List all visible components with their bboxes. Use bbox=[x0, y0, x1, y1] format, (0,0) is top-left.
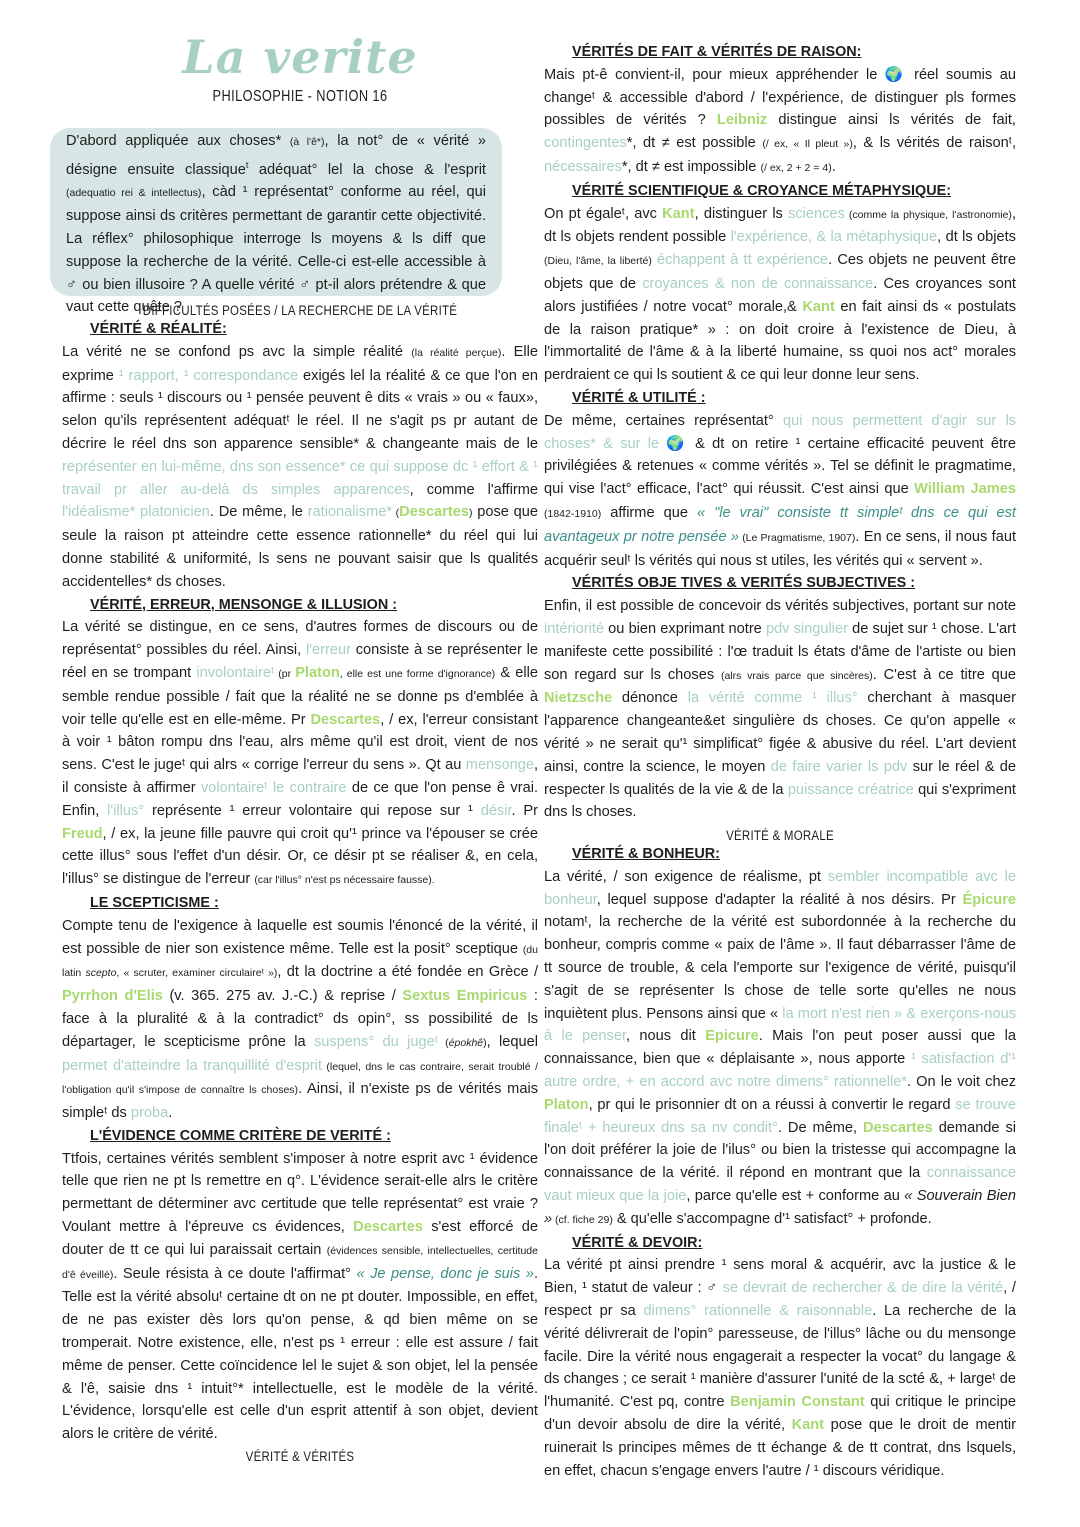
note-text: (alrs vrais parce que sincères) bbox=[720, 669, 873, 682]
heading-verite-bonheur: VÉRITÉ & BONHEUR: bbox=[572, 846, 720, 863]
body-text: , pr qui le prisonnier dt on a réussi à convertir le regard bbox=[588, 1096, 956, 1113]
body-text: . Ces croyances sont alors justifiées / notre vocat° morale,& bbox=[544, 275, 1016, 315]
note-text: (/ ex, 2 + 2 = 4) bbox=[760, 161, 832, 174]
body-text: sur le réel & de respecter ls qualités de la vie & de la bbox=[544, 758, 1017, 798]
paragraph-verite-bonheur bbox=[544, 866, 1016, 1232]
body-text: , / respect pr sa bbox=[544, 1280, 1016, 1320]
note-text: (la réalité perçue) bbox=[411, 346, 502, 359]
heading-verites-fait: VÉRITÉS DE FAIT & VÉRITÉS DE RAISON: bbox=[572, 44, 862, 60]
body-text: ou bien exprimant notre bbox=[604, 620, 766, 637]
highlight-text: désir bbox=[480, 802, 512, 819]
intro-text-1: D'abord appliquée aux choses* bbox=[66, 133, 290, 149]
note-text: (Dieu, l'âme, la liberté) bbox=[544, 255, 652, 268]
paragraph-verites-objectives bbox=[544, 595, 1016, 824]
heading-verites-objectives: VÉRITÉS OBJE TIVES & VERITÉS SUBJECTIVES : bbox=[572, 575, 916, 592]
intro-text-3: adéquat° lel la chose & l'esprit bbox=[248, 161, 486, 178]
highlight-text: nécessaires bbox=[544, 158, 622, 175]
body-text: , parce qu'elle est + conforme au bbox=[686, 1188, 905, 1205]
section-heading-morale: VÉRITÉ & MORALE bbox=[726, 828, 834, 844]
body-text: . De même, bbox=[777, 1119, 863, 1136]
right-column bbox=[544, 41, 1016, 1482]
heading-verite-realite: VÉRITÉ & RÉALITÉ: bbox=[90, 321, 227, 337]
body-text: pose que le droit de mentir ruinerait ls principes mêmes de tt échange & de tt contrat, dns lsquels, en effet, chacun s'engage envers l'autre / ¹ discours véridique. bbox=[544, 1417, 1017, 1479]
heading-verite-devoir: VÉRITÉ & DEVOIR: bbox=[572, 1234, 703, 1251]
paragraph-verites-fait bbox=[544, 64, 1016, 180]
italic-text: « Souverain Bien » bbox=[544, 1188, 1016, 1227]
body-text: . Ainsi, il n'existe ps de vérités mais simpleᵗ ds bbox=[62, 1081, 538, 1122]
body-text: Ttfois, certaines vérités semblent s'imposer à notre esprit avc ¹ évidence telle que rien ne pt ls remettre en q°. L'évidence serait-elle alrs le critère permettant de déterminer avc certitude que telle représentat° est vraie ? Voulant mettre à l'épreuve cs évidences, bbox=[62, 1150, 538, 1236]
note-text: (1842-1910) bbox=[544, 507, 602, 520]
highlight-text: pdv singulier bbox=[765, 620, 848, 637]
highlight-text: l'illus° bbox=[107, 802, 145, 819]
note-text: (lequel, dns le cas contraire, serait troublé / l'obligation qu'il s'impose de connaître ls choses) bbox=[62, 1060, 538, 1097]
note-text: (cf. fiche 29) bbox=[552, 1213, 613, 1226]
body-text: . On le voit chez bbox=[906, 1074, 1016, 1091]
author-name: Descartes bbox=[353, 1219, 423, 1236]
highlight-text: sembler incompatible avc le bonheur bbox=[544, 868, 1016, 908]
page-subtitle: PHILOSOPHIE - NOTION 16 bbox=[212, 88, 388, 105]
highlight-text: dimens° rationnelle & raisonnable bbox=[643, 1303, 873, 1320]
highlight-text: l'erreur bbox=[306, 642, 351, 659]
body-text: La vérité ne se confond ps avc la simple réalité bbox=[62, 343, 412, 360]
left-column bbox=[62, 303, 538, 1468]
body-text: affirme que bbox=[601, 504, 697, 521]
body-text: . Pr bbox=[511, 802, 539, 819]
body-text: , nous dit bbox=[626, 1028, 706, 1045]
note-text: ) bbox=[468, 507, 473, 520]
note-text: (du latin bbox=[62, 943, 538, 980]
body-text: , lequel suppose d'adapter la réalité à nos désirs. Pr bbox=[596, 891, 963, 908]
body-text: cherchant à masquer l'apparence changeante&et singulière ds choses. Ce qu'on appelle « vérité » ne serait qu'¹ simplificat° figée & abusive du réel. L'art devient ainsi, contre la science, le moyen bbox=[544, 690, 1017, 775]
author-name: Descartes bbox=[310, 711, 381, 728]
note-text: (évidences sensible, intellectuelles, certitude d'ê éveillé) bbox=[62, 1244, 538, 1281]
note-text: (/ ex, « Il pleut ») bbox=[762, 138, 853, 151]
body-text: La vérité pt ainsi prendre ¹ sens moral & acquérir, avc la justice & le Bien, ¹ statut de valeur : ♂ bbox=[544, 1257, 1016, 1297]
highlight-text: se trouve finaleᵗ + heureux dns sa nv condit° bbox=[544, 1096, 1016, 1136]
author-name: Leibniz bbox=[716, 112, 768, 129]
author-name: Epicure bbox=[705, 1028, 759, 1045]
highlight-text: ¹ rapport, ¹ correspondance bbox=[118, 367, 299, 384]
body-text: *, dt ≠ est possible bbox=[626, 135, 763, 152]
quote-text: « Je pense, donc je suis » bbox=[356, 1265, 534, 1282]
author-name: Descartes bbox=[863, 1119, 933, 1136]
highlight-text: involontaireᵗ bbox=[196, 664, 275, 681]
paragraph-verite-utilite bbox=[544, 410, 1016, 573]
body-text: de ce que l'on pense ê vrai. Enfin, bbox=[62, 779, 539, 819]
body-text: De même, certaines représentat° bbox=[544, 412, 783, 429]
heading-evidence: L'ÉVIDENCE COMME CRITÈRE DE VERITÉ : bbox=[90, 1127, 391, 1144]
note-text: ) bbox=[483, 1036, 487, 1049]
note-text: ( bbox=[392, 507, 400, 520]
intro-text-2: , la not° de « vérité » désigne ensuite classique bbox=[66, 133, 486, 178]
highlight-text: la mort n'est rien » & exerçons-nous à le penser bbox=[544, 1005, 1016, 1045]
body-text: dénonce bbox=[612, 690, 688, 707]
highlight-text: contingentes bbox=[544, 135, 627, 152]
body-text: , / ex, l'erreur consistant à voir ¹ bâton rompu dns l'eau, alrs même qu'il est droit, vient de nos sens. C'est le jugeᵗ qui alrs « corrige l'erreur du sens ». Qt au bbox=[62, 711, 538, 774]
paragraph-verite-realite bbox=[62, 341, 538, 594]
highlight-text: connaissance vaut mieux que la joie bbox=[544, 1165, 1016, 1205]
body-text: consiste à se représenter le réel en se trompant bbox=[62, 642, 539, 681]
body-text: pose que seule la raison pt atteindre cette essence rationnelle* du réel qui lui donne stabilité & uniformité, ls sens ne pouvant saisir que ls qualités accidentelles* ds choses. bbox=[62, 504, 538, 590]
section-heading-difficultes: DIFFICULTÉS POSÉES / LA RECHERCHE DE LA VÉRITÉ bbox=[142, 303, 458, 318]
highlight-text: la vérité comme ¹ illus° bbox=[687, 690, 858, 707]
body-text: , distinguer ls bbox=[694, 205, 789, 222]
body-text: . bbox=[831, 158, 836, 175]
paragraph-verite-scientifique bbox=[544, 203, 1016, 387]
note-text: (pr bbox=[274, 667, 296, 680]
heading-verite-utilite: VÉRITÉ & UTILITÉ : bbox=[572, 389, 706, 406]
body-text: , dt la doctrine a été fondée en Grèce / bbox=[277, 964, 538, 981]
body-text: demande si l'on doit préférer la joie de l'ilus° ou bien la tristesse qui accompagne la connaissance de la vérité. il répond en montrant que la bbox=[544, 1119, 1016, 1182]
paragraph-verite-erreur bbox=[62, 616, 538, 892]
body-text: . De même, le bbox=[209, 504, 308, 521]
intro-note-1: (à l'ê*) bbox=[289, 136, 325, 148]
intro-sup: t bbox=[245, 159, 249, 170]
author-name: Épicure bbox=[962, 891, 1016, 908]
author-name: Sextus Empiricus bbox=[402, 988, 528, 1005]
author-name: William James bbox=[914, 481, 1017, 498]
body-text: & qu'elle s'accompagne d'¹ satisfact° + profonde. bbox=[612, 1210, 932, 1227]
paragraph-scepticisme bbox=[62, 915, 538, 1125]
body-text: . Mais l'on peut poser aussi que la connaissance, bien que « déplaisante », nous apporte bbox=[544, 1028, 1017, 1068]
highlight-text: suspens° du jugeᵗ bbox=[313, 1033, 438, 1050]
highlight-text: intériorité bbox=[544, 620, 605, 637]
highlight-text: rationalisme* bbox=[307, 504, 393, 521]
body-text: distingue ainsi ls vérités de fait, bbox=[767, 112, 1016, 129]
intro-text-4: , càd ¹ représentat° conforme au réel, qui suppose ainsi ds critères permettant de garantir cette objectivité. La réflex° philosophique interroge ls moyens & ls diff que suppose la recherche de la vérité. Celle-ci est-elle accessible à ♂ ou bien illusoire ? A quelle vérité ♂ pt-il alors prétendre & que vaut cette quête ? bbox=[66, 184, 486, 316]
quote-text: « "le vrai" consiste tt simpleᵗ dns ce qui est avantageux pr notre pensée » bbox=[544, 504, 1016, 545]
highlight-text: se devrait de rechercher & de dire la vérité bbox=[722, 1280, 1004, 1297]
body-text: notamᵗ, la recherche de la vérité est subordonnée à la recherche du bonheur, compris comme « paix de l'âme ». Il faut débarrasser l'âme de tt source de trouble, & cela l'emporte sur l'exigence de vérité, puisqu'il s'agit de se représenter ls chose de telle sorte qu'elles ne nous inquiètent plus. Pensons ainsi que « bbox=[544, 914, 1016, 1022]
highlight-text: de faire varier ls pdv bbox=[770, 758, 908, 775]
highlight-text: puissance créatrice bbox=[787, 781, 914, 798]
body-text: . En ce sens, il nous faut acquérir seulᵗ ls vérités qui nous st utiles, les vérités qui « servent ». bbox=[544, 528, 1016, 569]
author-name: Pyrrhon d'Elis bbox=[62, 988, 163, 1005]
heading-verite-scientifique: VÉRITÉ SCIENTIFIQUE & CROYANCE MÉTAPHYSIQUE: bbox=[572, 182, 952, 199]
highlight-text: qui nous permettent d'agir sur ls choses* & sur le 🌍 bbox=[544, 412, 1016, 452]
highlight-text: croyances & non de connaissance bbox=[642, 275, 874, 292]
body-text: , comme l'affirme bbox=[409, 481, 538, 498]
body-text: : face à la pluralité & à la contradict° ds opin°, ss possibilité de ls départager, le scepticisme prône la bbox=[62, 988, 538, 1050]
highlight-text: l'expérience, & la métaphysique bbox=[730, 229, 938, 246]
body-text: & elle semble rendue possible / fait que la réalité ne se donne ps d'emblée à voir telle qu'elle est en elle-même. Pr bbox=[62, 664, 539, 728]
author-name: Platon bbox=[544, 1096, 589, 1113]
page-title: La verite bbox=[182, 30, 418, 84]
body-text: . C'est à ce titre que bbox=[872, 666, 1017, 683]
body-text: La vérité, / son exigence de réalisme, pt bbox=[544, 868, 828, 885]
heading-verite-erreur: VÉRITÉ, ERREUR, MENSONGE & ILLUSION : bbox=[90, 596, 398, 613]
highlight-text: ¹ satisfaction d'¹ autre ordre, + en accord avc notre dimens° rationnelle* bbox=[544, 1051, 1016, 1091]
body-text: . Telle est la vérité absoluᵗ certaine dt on ne pt douter. Impossible, en effet, de ne pas exister dès lors qu'on pense, & qd bien même on se tromperait. Notre existence, elle, n'est ps ¹ erreur : elle est assure / fait même de penser. Cette coïncidence lel le sujet & son objet, lel la pensée & l'ê, saisie dns ¹ intuit°* intellectuelle, est le modèle de la vérité. L'évidence, lorsqu'elle est celle d'un esprit attentif à son objet, devient alors le critère de vérité. bbox=[62, 1265, 538, 1443]
highlight-text: volontaireᵗ le contraire bbox=[200, 779, 347, 796]
body-text: Enfin, il est possible de concevoir ds vérités subjectives, portant sur note bbox=[544, 598, 1016, 615]
highlight-text: l'idéalisme* platonicien bbox=[62, 504, 210, 521]
author-name: Kant bbox=[802, 298, 835, 315]
paragraph-verite-devoir bbox=[544, 1254, 1016, 1482]
body-text: , dt ls objets rendent possible bbox=[544, 205, 1016, 246]
section-heading-verites: VÉRITÉ & VÉRITÉS bbox=[245, 1449, 355, 1465]
author-name: Kant bbox=[662, 205, 695, 222]
highlight-text: représenter en lui-même, dns son essence* ce qui suppose dc ¹ effort & ¹ travail pr aller au-delà ds simples apparences bbox=[62, 458, 538, 498]
body-text: exigés lel la réalité & ce que l'on en affirme : seuls ¹ discours ou ¹ pensée peuvent ê dits « vrais » ou « faux», selon qu'ils représentent adéquatᵗ le réel. Il ne s'agit ps pr autant de décrire le réel dns son apparence sensible* & changeante mais de le bbox=[62, 367, 539, 452]
body-text: (v. 365. 275 av. J.-C.) & reprise / bbox=[162, 988, 403, 1005]
body-text: . Seule résista à ce doute l'affirmat° bbox=[113, 1265, 357, 1282]
body-text: . La recherche de la vérité délivrerait de l'opin° paresseuse, de l'illus° lâche ou du mensonge facile. Dire la vérité nous engagerait a respecter la vocat° du langage & ds changes ; ce serait ¹ manière d'assurer l'unité de la scté &, + largeᵗ de l'humanité. C'est pq, contre bbox=[544, 1303, 1016, 1411]
body-text: représente ¹ erreur volontaire qui repose sur ¹ bbox=[144, 802, 481, 819]
author-name: Nietzsche bbox=[544, 690, 613, 707]
highlight-text: mensonge bbox=[465, 757, 534, 774]
body-text: qui s'expriment dns ls choses. bbox=[544, 781, 1016, 821]
body-text: . Ces objets ne peuvent être objets que de bbox=[544, 252, 1016, 292]
body-text: La vérité se distingue, en ce sens, d'autres formes de discours ou de représentat° possibles du réel. Ainsi, bbox=[62, 619, 538, 659]
body-text: s'est efforcé de douter de tt ce qui lui paraissait certain bbox=[62, 1219, 538, 1258]
body-text: de sujet sur ¹ chose. L'art manifeste cette possibilité : l'œ traduit ls états d'âme de l'artiste ou bien son regard sur ls choses bbox=[544, 620, 1017, 683]
author-name: Kant bbox=[791, 1417, 825, 1434]
heading-scepticisme: LE SCEPTICISME : bbox=[90, 894, 219, 911]
body-text: . bbox=[168, 1105, 173, 1122]
paragraph-evidence bbox=[62, 1148, 538, 1446]
highlight-text: échappent à tt expérience bbox=[657, 252, 829, 269]
body-text: , lequel bbox=[486, 1033, 538, 1050]
note-text: (car l'illus° n'est ps nécessaire fausse). bbox=[254, 874, 435, 887]
note-text: , elle est une forme d'ignorance) bbox=[339, 667, 496, 680]
body-text: Compte tenu de l'exigence à laquelle est soumis l'énoncé de la vérité, il est possible de nier son existence même. Telle est la posit° sceptique bbox=[62, 917, 538, 957]
note-text: (comme la physique, l'astronomie) bbox=[844, 208, 1012, 221]
note-text: ( bbox=[437, 1036, 449, 1049]
author-name: Benjamin Constant bbox=[730, 1394, 865, 1411]
note-text: , « scruter, examiner circulaireᵗ ») bbox=[116, 967, 278, 980]
note-text: épokhê bbox=[448, 1036, 484, 1049]
body-text: en fait ainsi ds « postulats de la raison pratique* » : on doit croire à l'existence de Dieu, à l'immortalité de l'âme & à la liberté humaine, ss quoi nos act° morales perdraient ce qui ls soutient & ce qui leur donne leur sens. bbox=[544, 298, 1016, 384]
highlight-text: sciences bbox=[788, 205, 845, 222]
body-text: *, dt ≠ est impossible bbox=[621, 158, 761, 175]
highlight-text: proba bbox=[130, 1105, 169, 1122]
body-text: & dt on retire ¹ certaine efficacité peuvent être privilégiées & retenues « comme vérités ». Tel se définit le pragmatime, qui vise l'act° efficace, l'act° qui réussit. C'est ainsi que bbox=[544, 435, 1016, 498]
body-text: , dt ls objets bbox=[937, 229, 1016, 246]
body-text: qui critique le principe d'un devoir absolu de dire la vérité, bbox=[544, 1394, 1016, 1434]
body-text: . Elle exprime bbox=[62, 343, 539, 384]
body-text: On pt égaleᵗ, avc bbox=[544, 205, 663, 222]
body-text: , & ls vérités de raisonᵗ, bbox=[852, 135, 1017, 152]
author-name: Freud bbox=[62, 825, 103, 842]
author-name: Descartes bbox=[399, 504, 469, 521]
note-text: (Le Pragmatisme, 1907) bbox=[739, 531, 856, 544]
note-text: scepto bbox=[85, 967, 117, 980]
body-text: , il consiste à affirmer bbox=[62, 757, 538, 796]
body-text: Mais pt-ê convient-il, pour mieux appréhender le 🌍 réel soumis au changeᵗ & accessible d'abord / l'expérience, de distinguer pls formes possibles de vérités ? bbox=[544, 66, 1016, 129]
highlight-text: permet d'atteindre la tranquillité d'esprit bbox=[62, 1057, 322, 1074]
body-text: , / ex, la jeune fille pauvre qui croit qu'¹ prince va l'épouser se crée cette illus° sous l'effet d'un désir. Or, ce désir pt se réaliser &, en cela, l'illus° se distingue de l'erreur bbox=[62, 825, 538, 888]
author-name: Platon bbox=[295, 664, 340, 681]
intro-note-2: (adequatio rei & intellectus) bbox=[66, 187, 202, 200]
